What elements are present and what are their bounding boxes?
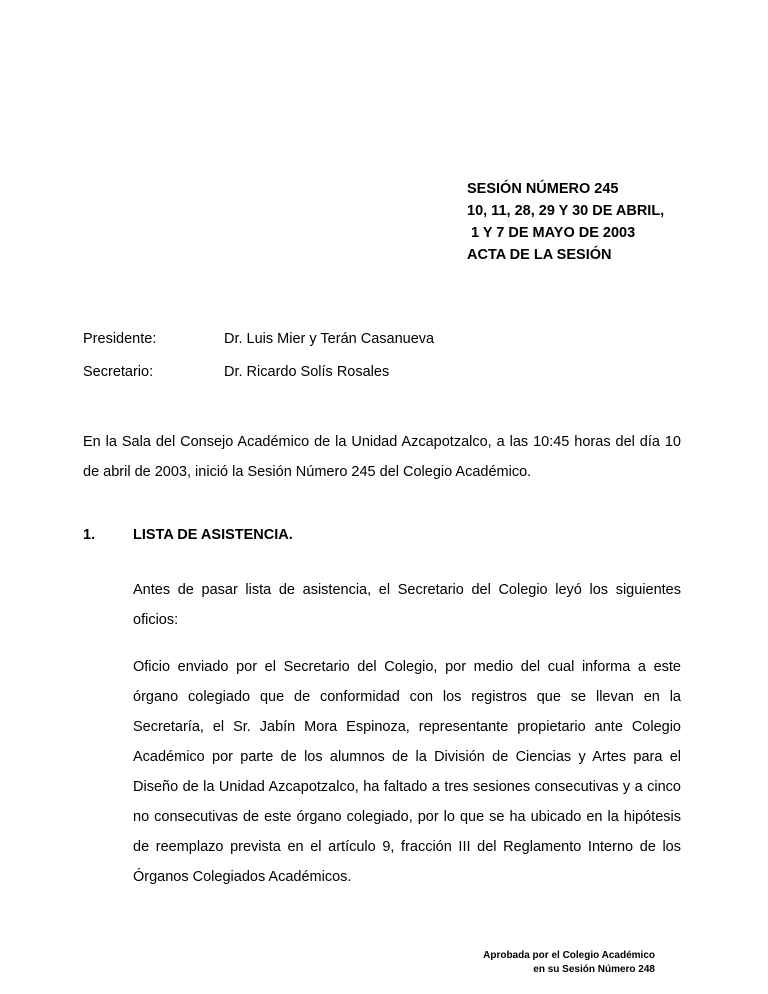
section-1-paragraph-1: Antes de pasar lista de asistencia, el Secretario del Colegio leyó los siguientes oficios:: [133, 582, 681, 628]
secretary-label: Secretario:: [83, 364, 154, 380]
session-header: [467, 178, 664, 266]
section-1-number: 1.: [83, 527, 96, 543]
section-1-title: LISTA DE ASISTENCIA.: [133, 527, 293, 543]
approval-note-line-1: Aprobada por el Colegio Académico: [483, 950, 655, 961]
session-dates-april: 10, 11, 28, 29 Y 30 DE ABRIL,: [467, 203, 665, 219]
secretary-name: Dr. Ricardo Solís Rosales: [224, 364, 390, 380]
document-title: ACTA DE LA SESIÓN: [467, 247, 612, 263]
president-name: Dr. Luis Mier y Terán Casanueva: [224, 331, 435, 347]
president-label: Presidente:: [83, 331, 157, 347]
section-1-paragraph-2: Oficio enviado por el Secretario del Colegio, por medio del cual informa a este órgano colegiado que de conformidad con los registros que se llevan en la Secretaría, el Sr. Jabín Mora Espinoza, representante propietario ante Colegio Académico por parte de los alumnos de la División de Ciencias y Artes para el Diseño de la Unidad Azcapotzalco, ha faltado a tres sesiones consecutivas y a cinco no consecutivas de este órgano colegiado, por lo que se ha ubicado en la hipótesis de reemplazo prevista en el artículo 9, fracción III del Reglamento Interno de los Órganos Colegiados Académicos.: [133, 659, 681, 885]
intro-paragraph: En la Sala del Consejo Académico de la Unidad Azcapotzalco, a las 10:45 horas del día 10 de abril de 2003, inició la Sesión Número 245 del Colegio Académico.: [83, 434, 681, 480]
approval-note: [483, 949, 655, 977]
session-number: SESIÓN NÚMERO 245: [467, 181, 619, 197]
session-dates-may: 1 Y 7 DE MAYO DE 2003: [467, 225, 636, 241]
approval-note-line-2: en su Sesión Número 248: [533, 964, 655, 975]
